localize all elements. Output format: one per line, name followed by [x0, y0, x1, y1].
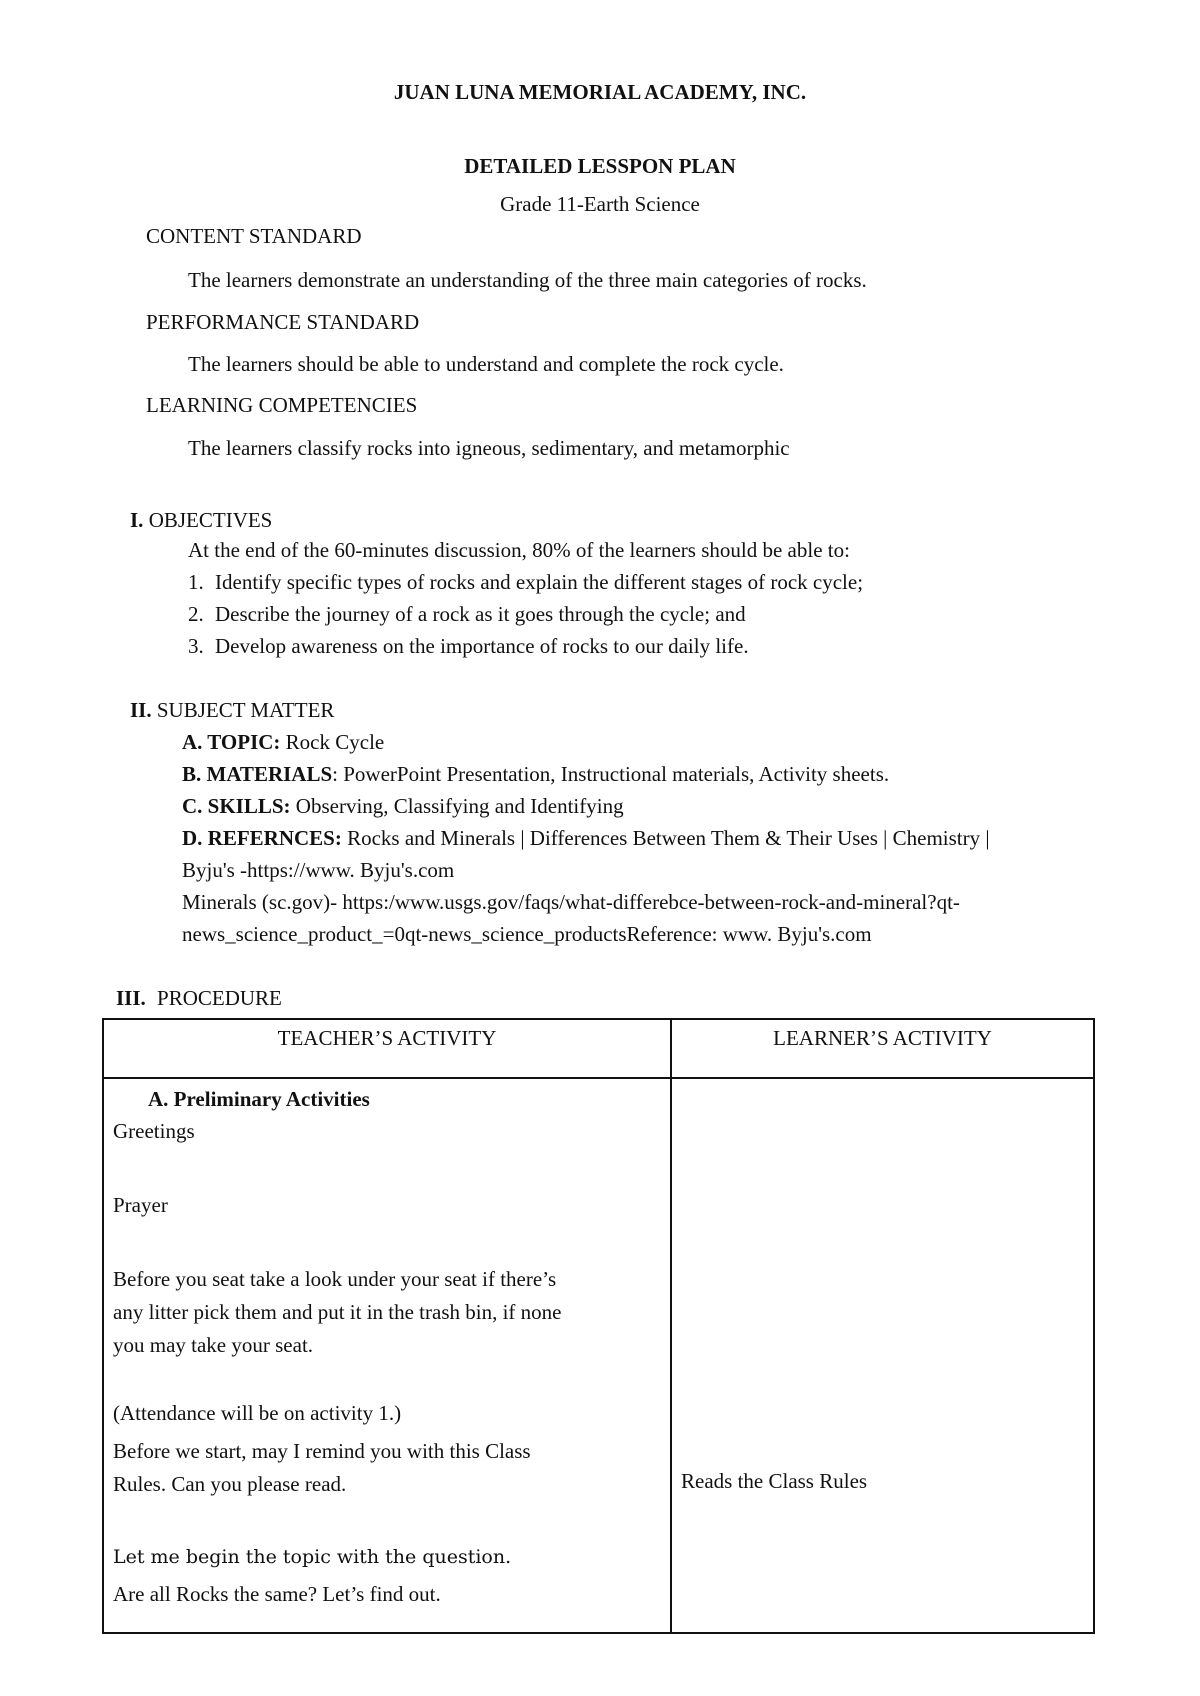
topic-label: A. TOPIC: [182, 730, 281, 754]
greetings-text: Greetings [113, 1119, 195, 1143]
subject-matter-heading [130, 698, 334, 723]
list-item [188, 602, 746, 627]
document-subtitle: Grade 11-Earth Science [500, 192, 700, 216]
topic-question-line-1: Let me begin the topic with the question. [113, 1546, 512, 1568]
objectives-heading-text: OBJECTIVES [148, 508, 273, 532]
teacher-activity-cell [103, 1078, 671, 1633]
topic-line [182, 730, 384, 755]
list-item-text: Identify specific types of rocks and explain the different stages of rock cycle; [215, 570, 864, 594]
subject-matter-numeral: II. [130, 698, 152, 722]
table-header-row [103, 1019, 1094, 1078]
objectives-numeral: I. [130, 508, 144, 532]
references-value: Rocks and Minerals | Differences Between Them & Their Uses | Chemistry | [347, 826, 990, 850]
procedure-heading [116, 986, 282, 1011]
seat-instruction-line-2: any litter pick them and put it in the trash bin, if none [113, 1300, 562, 1324]
skills-value: Observing, Classifying and Identifying [295, 794, 624, 818]
learner-activity-cell [671, 1078, 1094, 1633]
list-item [188, 634, 749, 659]
skills-label: C. SKILLS: [182, 794, 291, 818]
document-title: DETAILED LESSPON PLAN [464, 154, 736, 178]
list-item [188, 570, 863, 595]
column-header-learner: LEARNER’S ACTIVITY [671, 1019, 1094, 1078]
list-item-text: Describe the journey of a rock as it goes through the cycle; and [215, 602, 746, 626]
class-rules-line-2: Rules. Can you please read. [113, 1472, 347, 1496]
list-item-number: 3. [188, 634, 204, 658]
references-label: D. REFERNCES: [182, 826, 342, 850]
content-standard-label: CONTENT STANDARD [146, 224, 362, 248]
column-header-teacher: TEACHER’S ACTIVITY [103, 1019, 671, 1078]
procedure-numeral: III. [116, 986, 146, 1010]
list-item-number: 2. [188, 602, 204, 626]
preliminary-activities-heading: A. Preliminary Activities [148, 1087, 370, 1111]
topic-question-line-2: Are all Rocks the same? Let’s find out. [113, 1582, 441, 1606]
procedure-table [102, 1018, 1095, 1634]
learning-competencies-text: The learners classify rocks into igneous, sedimentary, and metamorphic [188, 436, 790, 460]
learner-reads-rules: Reads the Class Rules [681, 1469, 868, 1493]
references-line-3: Minerals (sc.gov)- https:/www.usgs.gov/faqs/what-differebce-between-rock-and-mineral?qt- [182, 890, 960, 914]
class-rules-line-1: Before we start, may I remind you with this Class [113, 1439, 531, 1463]
school-name: JUAN LUNA MEMORIAL ACADEMY, INC. [393, 80, 807, 104]
list-item-text: Develop awareness on the importance of rocks to our daily life. [215, 634, 749, 658]
references-line-2: Byju's -https://www. Byju's.com [182, 858, 455, 882]
table-row [103, 1078, 1094, 1633]
references-line-4: news_science_product_=0qt-news_science_productsReference: www. Byju's.com [182, 922, 872, 946]
performance-standard-text: The learners should be able to understand and complete the rock cycle. [188, 352, 784, 376]
skills-line [182, 794, 624, 819]
performance-standard-label: PERFORMANCE STANDARD [146, 310, 420, 334]
objectives-intro: At the end of the 60-minutes discussion, 80% of the learners should be able to: [188, 538, 850, 562]
seat-instruction-line-3: you may take your seat. [113, 1333, 314, 1357]
prayer-text: Prayer [113, 1193, 168, 1217]
references-line [182, 826, 990, 851]
seat-instruction-line-1: Before you seat take a look under your seat if there’s [113, 1267, 557, 1291]
objectives-heading [130, 508, 272, 533]
subject-matter-heading-text: SUBJECT MATTER [156, 698, 335, 722]
materials-line [182, 762, 889, 787]
topic-value: Rock Cycle [285, 730, 385, 754]
materials-value: : PowerPoint Presentation, Instructional materials, Activity sheets. [332, 762, 890, 786]
attendance-note: (Attendance will be on activity 1.) [113, 1401, 402, 1425]
procedure-heading-text: PROCEDURE [157, 986, 282, 1010]
learning-competencies-label: LEARNING COMPETENCIES [146, 393, 418, 417]
list-item-number: 1. [188, 570, 204, 594]
materials-label: B. MATERIALS [182, 762, 333, 786]
content-standard-text: The learners demonstrate an understanding of the three main categories of rocks. [188, 268, 867, 292]
